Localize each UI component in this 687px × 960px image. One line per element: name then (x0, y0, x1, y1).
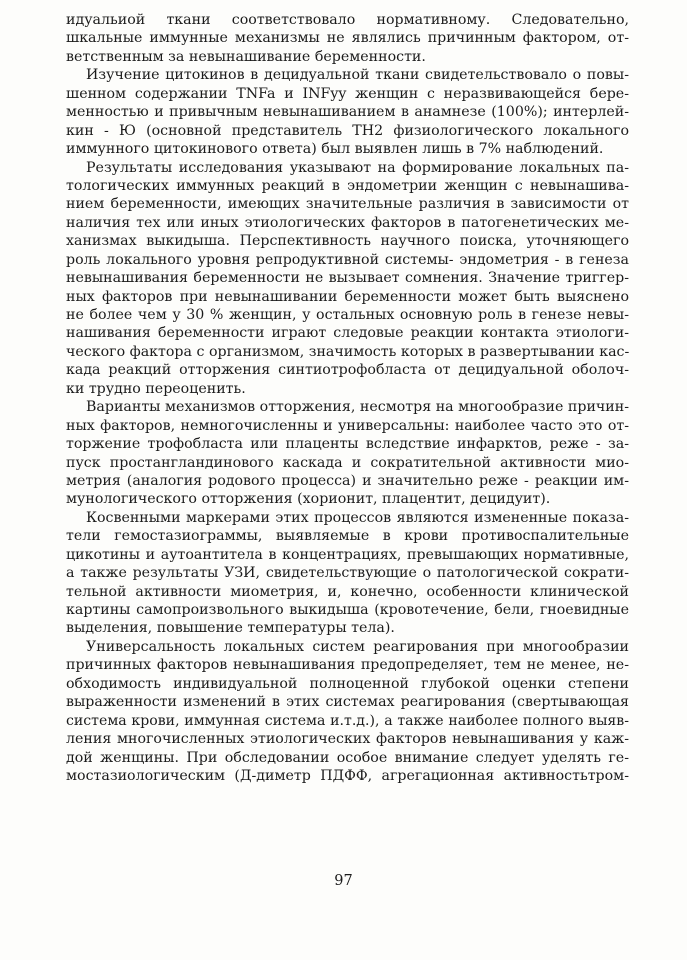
text-line: ных факторов при невынашивании беременности может быть выяснено (66, 288, 629, 305)
text-line: пуск простангландинового каскада и сократительной активности мио- (66, 454, 629, 471)
text-line: Результаты исследования указывают на формирование локальных па- (86, 159, 629, 176)
text-line: причинных факторов невынашивания предопределяет, тем не менее, не- (66, 657, 629, 674)
text-line: Варианты механизмов отторжения, несмотря на многообразие причин- (86, 399, 629, 416)
text-line: картины самопроизвольного выкидыша (кровотечение, бели, гноевидные (66, 602, 629, 618)
text-line: Универсальность локальных систем реагирования при многообразии (86, 638, 629, 655)
text-line: када реакций отторжения синтиотрофобласта от децидуальной оболоч- (66, 362, 629, 379)
text-line: ления многочисленных этиологических факторов невынашивания у каж- (66, 731, 629, 748)
text-line: метрия (аналогия родового процесса) и значительно реже - реакции им- (66, 472, 629, 489)
text-line: дой женщины. При обследовании особое внимание следует уделять ге- (66, 749, 629, 766)
text-line: цикотины и аутоантитела в концентрациях, превышающих нормативные, (66, 546, 629, 563)
text-line: менностью и привычным невынашиванием в анамнезе (100%); интерлей- (66, 104, 629, 121)
text-line: обходимость индивидуальной полноценной глубокой оценки степени (66, 675, 629, 692)
paragraph (66, 398, 629, 509)
text-line: шенном содержании TNFa и INFyy женщин с неразвивающейся бере- (66, 85, 629, 102)
paragraph (66, 11, 629, 66)
paragraph (66, 638, 629, 786)
text-line: ческого фактора с организмом, значимость которых в развертывании кас- (66, 343, 630, 360)
text-line: Изучение цитокинов в децидуальной ткани свидетельствовало о повы- (86, 67, 629, 84)
text-line: мунологического отторжения (хорионит, плацентит, децидуит). (66, 491, 551, 508)
text-line: ханизмах выкидыша. Перспективность научного поиска, уточняющего (66, 233, 629, 250)
text-line: тельной активности миометрия, и, конечно, особенности клинической (66, 583, 629, 600)
paragraph (66, 66, 629, 158)
paragraph (66, 159, 629, 399)
text-line: идуальиой ткани соответствовало нормативному. Следовательно, (66, 12, 629, 28)
text-line: торжение трофобласта или плаценты вследствие инфарктов, реже - за- (66, 436, 629, 453)
text-line: кин - Ю (основной представитель ТН2 физиологического локального (66, 122, 629, 139)
text-line: роль локального уровня репродуктивной системы- эндометрия - в генеза (66, 251, 629, 268)
text-line: наличия тех или иных этиологических факторов в патогенетических ме- (66, 214, 629, 231)
text-line: тологических иммунных реакций в эндометрии женщин с невынашива- (66, 177, 629, 194)
paragraph (66, 509, 629, 638)
text-line: ки трудно переоценить. (66, 380, 246, 397)
text-line: невынашивания беременности не вызывает сомнения. Значение триггер- (66, 270, 629, 287)
text-line: иммунного цитокинового ответа) был выявлен лишь в 7% наблюдений. (66, 141, 604, 158)
text-line: шкальные иммунные механизмы не являлись причинным фактором, от- (66, 30, 629, 47)
page-text-body (66, 11, 629, 785)
text-line: нашивания беременности играют следовые реакции контакта этиологи- (66, 325, 629, 342)
text-line: выделения, повышение температуры тела). (66, 620, 395, 637)
text-line: Косвенными маркерами этих процессов являются измененные показа- (86, 509, 629, 526)
text-line: мостазиологическим (Д-диметр ПДФФ, агрегационная активностьтром- (66, 767, 629, 784)
text-line: ных факторов, немногочисленны и универсальны: наиболее часто это от- (66, 417, 629, 434)
text-line: нием беременности, имеющих значительные различия в зависимости от (66, 196, 629, 213)
page-number: 97 (334, 873, 353, 889)
text-line: а также результаты УЗИ, свидетельствующие о патологической сократи- (66, 565, 629, 582)
text-line: выраженности изменений в этих системах реагирования (свертывающая (66, 694, 629, 711)
text-line: ветственным за невынашивание беременности. (66, 48, 426, 65)
text-line: тели гемостазиограммы, выявляемые в крови противоспалительные (66, 528, 629, 545)
text-line: не более чем у 30 % женщин, у остальных основную роль в генезе невы- (66, 307, 629, 323)
text-line: система крови, иммунная система и.т.д.), а также наиболее полного выяв- (66, 712, 629, 729)
